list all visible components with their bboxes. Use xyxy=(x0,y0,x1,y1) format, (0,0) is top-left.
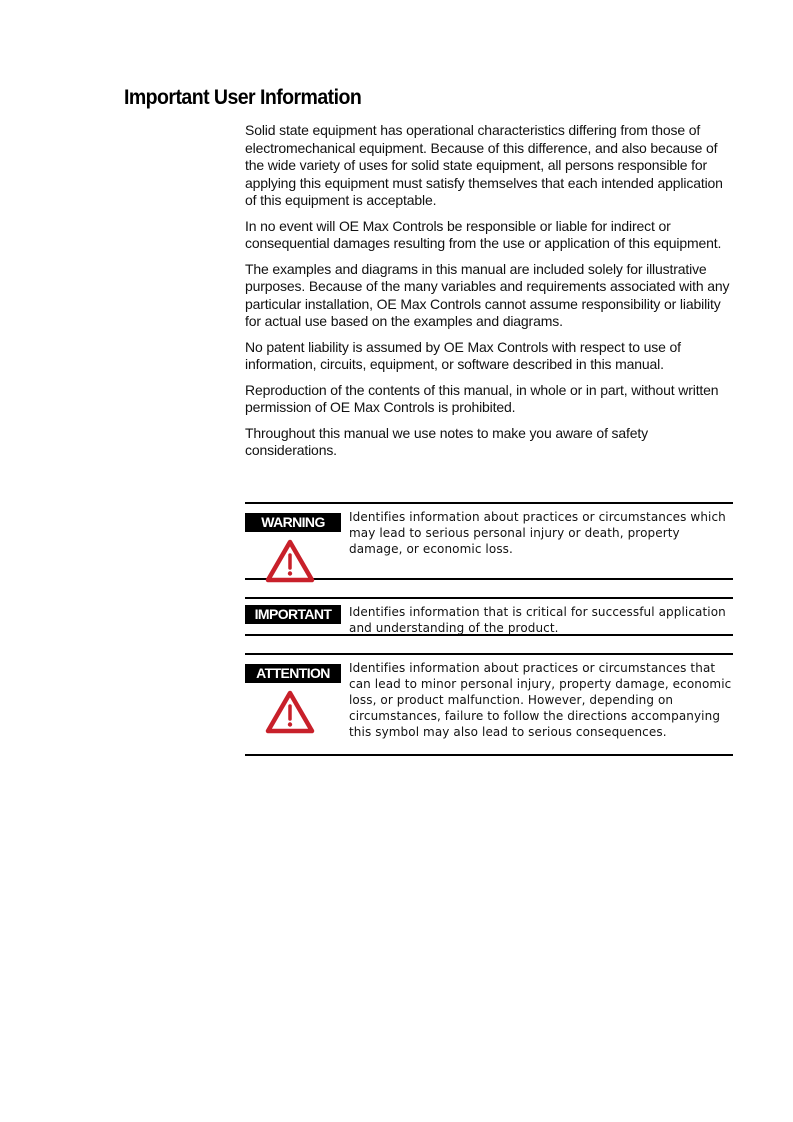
paragraph-patent: No patent liability is assumed by OE Max Controls with respect to use of information, circuits, equipment, or software described in this manual. xyxy=(245,338,681,372)
important-label-column xyxy=(245,605,341,624)
warning-triangle-icon xyxy=(265,690,315,734)
paragraph-safety-notes: Throughout this manual we use notes to make you aware of safety considerations. xyxy=(245,424,649,458)
important-text: Identifies information that is critical for successful application and understanding of the product. xyxy=(349,605,726,635)
warning-label-column xyxy=(245,513,341,583)
paragraph-examples: The examples and diagrams in this manual are included solely for illustrative purposes. Because of the many variables and requirements associated with any particular installation, OE Max Controls cannot assume responsibility or liability for actual use based on the examples and diagrams. xyxy=(245,260,730,329)
attention-text: Identifies information about practices or circumstances that can lead to minor personal injury, property damage, economic loss, or product malfunction. However, depending on circumstances, failure to follow the directions accompanying this symbol may also lead to serious consequences. xyxy=(349,661,732,739)
warning-badge: WARNING xyxy=(245,513,341,532)
paragraph-reproduction: Reproduction of the contents of this manual, in whole or in part, without written permission of OE Max Controls is prohibited. xyxy=(245,381,719,415)
paragraph-solid-state: Solid state equipment has operational characteristics differing from those of electromechanical equipment. Because of this difference, and also because of the wide variety of uses for solid state equipment, all persons responsible for applying this equipment must satisfy themselves that each intended application of this equipment is acceptable. xyxy=(245,122,723,208)
attention-notice xyxy=(245,653,733,756)
important-notice xyxy=(245,597,733,636)
body-text xyxy=(245,122,735,468)
paragraph-liability: In no event will OE Max Controls be responsible or liable for indirect or consequential damages resulting from the use or application of this equipment. xyxy=(245,217,722,251)
warning-triangle-icon xyxy=(265,539,315,583)
warning-notice xyxy=(245,502,733,580)
page-title: Important User Information xyxy=(124,86,362,109)
warning-text: Identifies information about practices or circumstances which may lead to serious personal injury or death, property damage, or economic loss. xyxy=(349,510,726,556)
safety-notices xyxy=(245,502,733,773)
important-badge: IMPORTANT xyxy=(245,605,341,624)
attention-badge: ATTENTION xyxy=(245,664,341,683)
attention-label-column xyxy=(245,664,341,734)
